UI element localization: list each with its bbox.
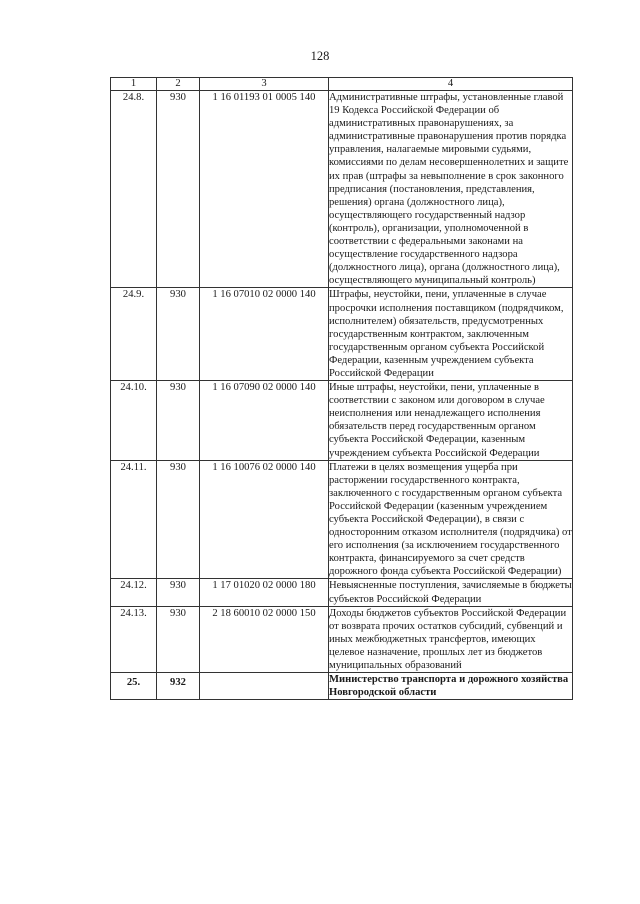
page-number: 128 bbox=[310, 49, 330, 63]
revenue-code-cell: 1 17 01020 02 0000 180 bbox=[200, 579, 329, 606]
table-row bbox=[111, 606, 573, 672]
row-number-cell: 24.10. bbox=[111, 381, 157, 461]
revenue-name-cell: Иные штрафы, неустойки, пени, уплаченные в соответствии с законом или договором в случае неисполнения или ненадлежащего исполнения обязательств перед государственным органом субъекта Российской Федерации, казенным учреждением субъекта Российской Федерации bbox=[329, 381, 573, 461]
table-row bbox=[111, 579, 573, 606]
revenue-code-cell: 1 16 10076 02 0000 140 bbox=[200, 460, 329, 579]
row-number-cell: 25. bbox=[111, 673, 157, 700]
table-row bbox=[111, 288, 573, 381]
table-row bbox=[111, 460, 573, 579]
row-number-cell: 24.11. bbox=[111, 460, 157, 579]
administrator-code-cell: 930 bbox=[157, 91, 200, 288]
revenue-code-cell: 2 18 60010 02 0000 150 bbox=[200, 606, 329, 672]
row-number-cell: 24.13. bbox=[111, 606, 157, 672]
revenue-code-cell: 1 16 07010 02 0000 140 bbox=[200, 288, 329, 381]
revenue-name-cell: Штрафы, неустойки, пени, уплаченные в случае просрочки исполнения поставщиком (подрядчиком, исполнителем) обязательств, предусмотренных государственным контрактом, заключенным государственным органом субъекта Российской Федерации, казенным учреждением субъекта Российской Федерации bbox=[329, 288, 573, 381]
administrator-code-cell: 930 bbox=[157, 606, 200, 672]
row-number-cell: 24.12. bbox=[111, 579, 157, 606]
row-number-cell: 24.8. bbox=[111, 91, 157, 288]
table-row-section-heading bbox=[111, 673, 573, 700]
administrator-code-cell: 930 bbox=[157, 381, 200, 461]
administrator-name-cell: Министерство транспорта и дорожного хозяйства Новгородской области bbox=[329, 673, 573, 700]
administrator-code-cell: 930 bbox=[157, 579, 200, 606]
revenue-codes-table bbox=[110, 77, 573, 700]
table-row bbox=[111, 381, 573, 461]
revenue-code-cell bbox=[200, 673, 329, 700]
revenue-code-cell: 1 16 01193 01 0005 140 bbox=[200, 91, 329, 288]
column-header-4: 4 bbox=[329, 78, 573, 91]
column-header-2: 2 bbox=[157, 78, 200, 91]
revenue-name-cell: Платежи в целях возмещения ущерба при расторжении государственного контракта, заключенного с государственным органом субъекта Российской Федерации (казенным учреждением субъекта Российской Федерации), в связи с односторонним отказом исполнителя (подрядчика) от его исполнения (за исключением государственного контракта, финансируемого за счет средств дорожного фонда субъекта Российской Федерации) bbox=[329, 461, 572, 578]
administrator-code-cell: 932 bbox=[157, 673, 200, 700]
column-header-3: 3 bbox=[200, 78, 329, 91]
administrator-code-cell: 930 bbox=[157, 288, 200, 381]
column-header-1: 1 bbox=[111, 78, 157, 91]
table-row bbox=[111, 91, 573, 288]
administrator-code-cell: 930 bbox=[157, 460, 200, 579]
revenue-name-cell: Доходы бюджетов субъектов Российской Федерации от возврата прочих остатков субсидий, субвенций и иных межбюджетных трансфертов, имеющих целевое назначение, прошлых лет из бюджетов муниципальных образований bbox=[329, 606, 573, 672]
table-header-row bbox=[111, 78, 573, 91]
revenue-name-cell: Административные штрафы, установленные главой 19 Кодекса Российской Федерации об административных правонарушениях, за административные правонарушения против порядка управления, налагаемые мировыми судьями, комиссиями по делам несовершеннолетних и защите их прав (штрафы за невыполнение в срок законного предписания (постановления, представления, решения) органа (должностного лица), осуществляющего государственный надзор (контроль), организации, уполномоченной в соответствии с федеральными законами на осуществление государственного надзора (должностного лица), органа (должностного лица), осуществляющего муниципальный контроль) bbox=[329, 91, 573, 288]
row-number-cell: 24.9. bbox=[111, 288, 157, 381]
revenue-code-cell: 1 16 07090 02 0000 140 bbox=[200, 381, 329, 461]
revenue-name-cell: Невыясненные поступления, зачисляемые в бюджеты субъектов Российской Федерации bbox=[329, 580, 572, 605]
